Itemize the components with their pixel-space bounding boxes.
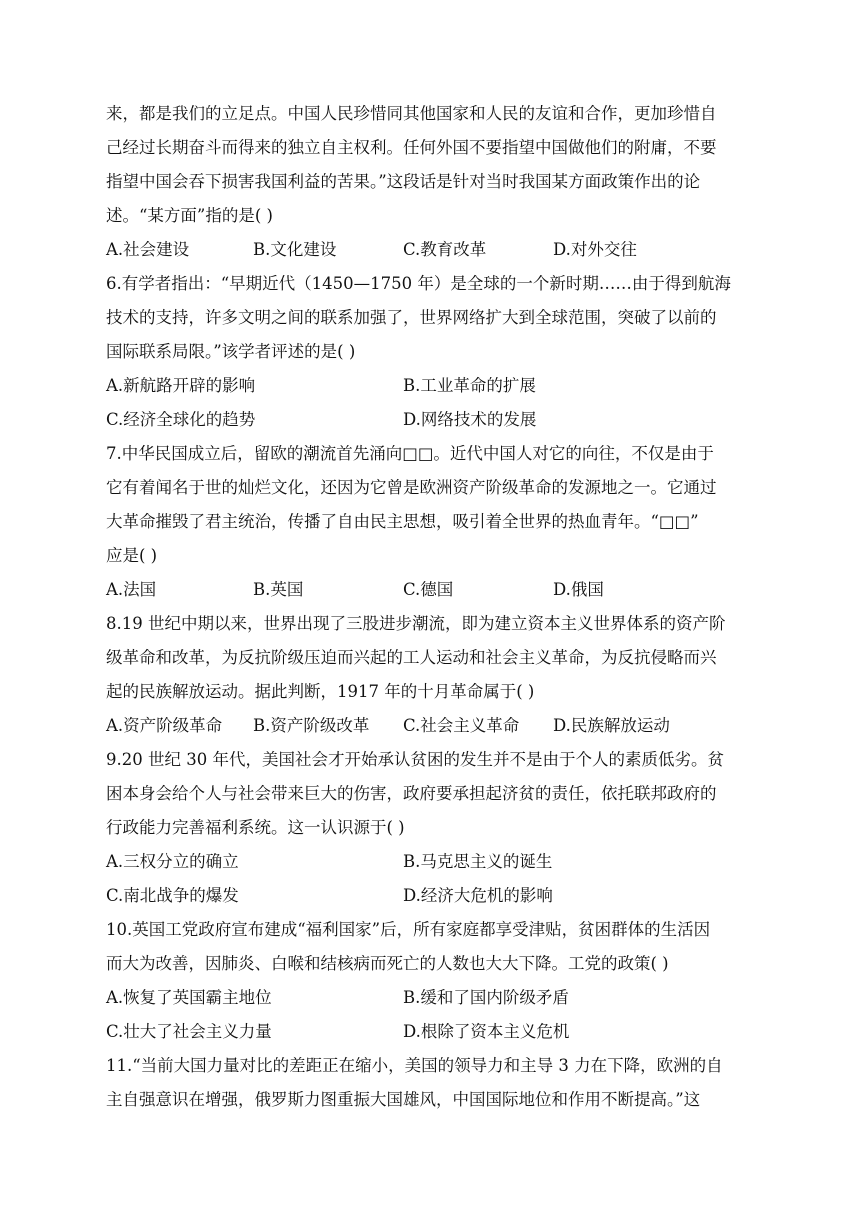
q8-option-a: A.资产阶级革命 xyxy=(106,716,223,735)
q7-line-1: 7.中华民国成立后，留欧的潮流首先涌向□□。近代中国人对它的向往，不仅是由于 xyxy=(106,444,714,463)
q9-option-c: C.南北战争的爆发 xyxy=(106,886,239,905)
q9-option-b: B.马克思主义的诞生 xyxy=(403,852,553,871)
q6-option-a: A.新航路开辟的影响 xyxy=(106,376,256,395)
q7-line-3: 大革命摧毁了君主统治，传播了自由民主思想，吸引着全世界的热血青年。“□□” xyxy=(106,512,699,531)
q9-line-1: 9.20 世纪 30 年代，美国社会才开始承认贫困的发生并不是由于个人的素质低劣。贫 xyxy=(106,750,724,769)
q8-line-3: 起的民族解放运动。据此判断，1917 年的十月革命属于( ) xyxy=(106,682,535,701)
q6-line-3: 国际联系局限。”该学者评述的是( ) xyxy=(106,342,356,361)
q10-option-c: C.壮大了社会主义力量 xyxy=(106,1022,272,1041)
q6-line-1: 6.有学者指出：“早期近代（1450—1750 年）是全球的一个新时期……由于得到航海 xyxy=(106,274,731,293)
q6-option-d: D.网络技术的发展 xyxy=(403,410,537,429)
q5-line-3: 指望中国会吞下损害我国利益的苦果。”这段话是针对当时我国某方面政策作出的论 xyxy=(106,172,701,191)
q7-option-a: A.法国 xyxy=(106,580,157,599)
q7-line-4: 应是( ) xyxy=(106,546,158,565)
q10-line-1: 10.英国工党政府宣布建成“福利国家”后，所有家庭都享受津贴，贫困群体的生活因 xyxy=(106,920,711,939)
q8-option-b: B.资产阶级改革 xyxy=(253,716,370,735)
q5-option-a: A.社会建设 xyxy=(106,240,190,259)
q5-line-4: 述。“某方面”指的是( ) xyxy=(106,206,273,225)
q8-line-2: 级革命和改革，为反抗阶级压迫而兴起的工人运动和社会主义革命，为反抗侵略而兴 xyxy=(106,648,717,667)
q5-line-2: 己经过长期奋斗而得来的独立自主权利。任何外国不要指望中国做他们的附庸，不要 xyxy=(106,138,717,157)
q6-line-2: 技术的支持，许多文明之间的联系加强了，世界网络扩大到全球范围，突破了以前的 xyxy=(106,308,717,327)
q5-option-d: D.对外交往 xyxy=(553,240,637,259)
q7-option-b: B.英国 xyxy=(253,580,304,599)
q5-line-1: 来，都是我们的立足点。中国人民珍惜同其他国家和人民的友谊和合作，更加珍惜自 xyxy=(106,104,717,123)
q8-option-c: C.社会主义革命 xyxy=(403,716,520,735)
q10-option-a: A.恢复了英国霸主地位 xyxy=(106,988,272,1007)
q6-option-b: B.工业革命的扩展 xyxy=(403,376,536,395)
q8-option-d: D.民族解放运动 xyxy=(553,716,670,735)
q5-option-b: B.文化建设 xyxy=(253,240,337,259)
q8-line-1: 8.19 世纪中期以来，世界出现了三股进步潮流，即为建立资本主义世界体系的资产阶 xyxy=(106,614,726,633)
q9-line-3: 行政能力完善福利系统。这一认识源于( ) xyxy=(106,818,405,837)
q5-option-c: C.教育改革 xyxy=(403,240,487,259)
q6-option-c: C.经济全球化的趋势 xyxy=(106,410,256,429)
q9-option-a: A.三权分立的确立 xyxy=(106,852,239,871)
q7-option-d: D.俄国 xyxy=(553,580,604,599)
q9-line-2: 困本身会给个人与社会带来巨大的伤害，政府要承担起济贫的责任，依托联邦政府的 xyxy=(106,784,717,803)
q11-line-2: 主自强意识在增强，俄罗斯力图重振大国雄风，中国国际地位和作用不断提高。”这 xyxy=(106,1090,701,1109)
q7-option-c: C.德国 xyxy=(403,580,454,599)
q9-option-d: D.经济大危机的影响 xyxy=(403,886,553,905)
q7-line-2: 它有着闻名于世的灿烂文化，还因为它曾是欧洲资产阶级革命的发源地之一。它通过 xyxy=(106,478,717,497)
q10-line-2: 而大为改善，因肺炎、白喉和结核病而死亡的人数也大大下降。工党的政策( ) xyxy=(106,954,669,973)
q10-option-b: B.缓和了国内阶级矛盾 xyxy=(403,988,569,1007)
q10-option-d: D.根除了资本主义危机 xyxy=(403,1022,570,1041)
q11-line-1: 11.“当前大国力量对比的差距正在缩小，美国的领导力和主导 3 力在下降，欧洲的自 xyxy=(106,1056,723,1075)
